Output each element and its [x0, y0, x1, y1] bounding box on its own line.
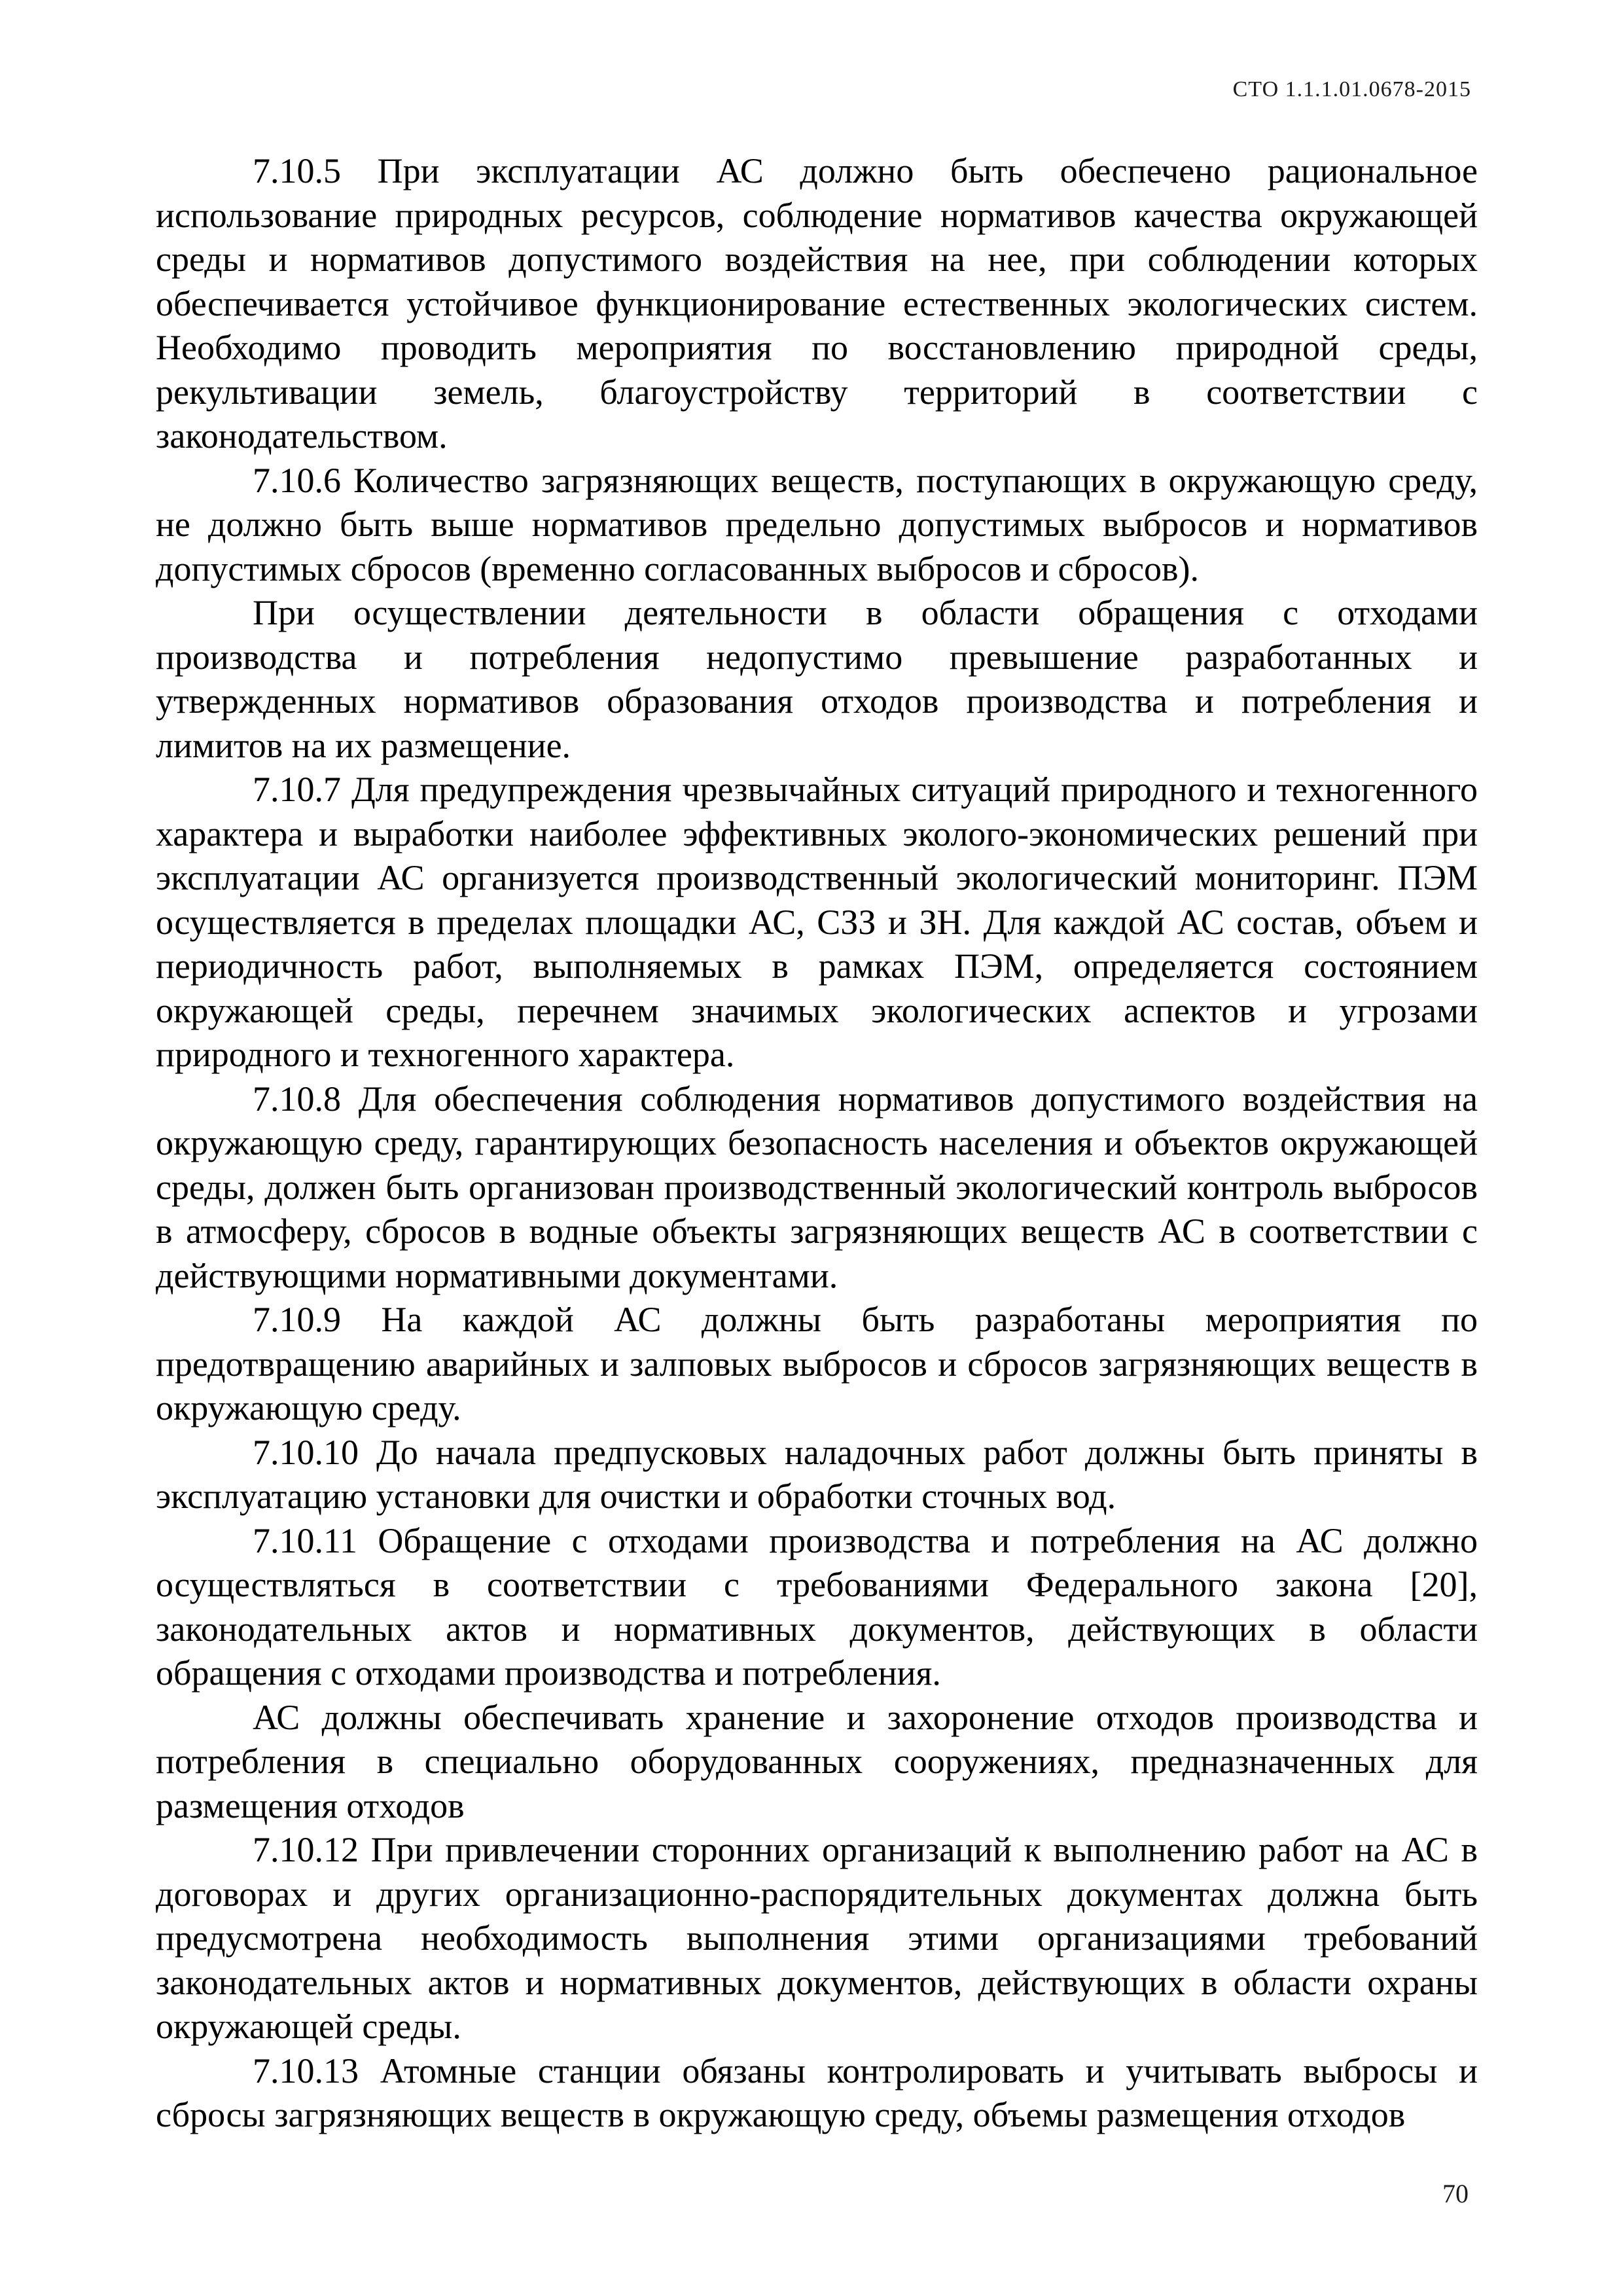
paragraph-waste-limits: При осуществлении деятельности в области обращения с отходами производства и потребления недопустимо превышение разработанных и утвержденных нормативов образования отходов производства и потребления и лимитов на их размещение.: [156, 593, 1478, 765]
paragraph-7-10-9: 7.10.9 На каждой АС должны быть разработаны мероприятия по предотвращению аварийных и залповых выбросов и сбросов загрязняющих веществ в окружающую среду.: [156, 1300, 1478, 1427]
body-text: [156, 149, 1478, 2138]
document-code: СТО 1.1.1.01.0678-2015: [1232, 77, 1471, 101]
paragraph-waste-storage: АС должны обеспечивать хранение и захоронение отходов производства и потребления в специально оборудованных сооружениях, предназначенных для размещения отходов: [156, 1697, 1478, 1825]
paragraph-7-10-5: 7.10.5 При эксплуатации АС должно быть обеспечено рациональное использование природных ресурсов, соблюдение нормативов качества окружающей среды и нормативов допустимого воздействия на нее, при соблюдении которых обеспечивается устойчивое функционирование естественных экологических систем. Необходимо проводить мероприятия по восстановлению природной среды, рекультивации земель, благоустройству территорий в соответствии с законодательством.: [156, 151, 1478, 456]
paragraph-7-10-6: 7.10.6 Количество загрязняющих веществ, поступающих в окружающую среду, не должно быть выше нормативов предельно допустимых выбросов и нормативов допустимых сбросов (временно согласованных выбросов и сбросов).: [156, 460, 1478, 588]
paragraph-7-10-12: 7.10.12 При привлечении сторонних организаций к выполнению работ на АС в договорах и других организационно-распорядительных документах должна быть предусмотрена необходимость выполнения этими организациями требований законодательных актов и нормативных документов, действующих в области охраны окружающей среды.: [156, 1830, 1478, 2046]
paragraph-7-10-8: 7.10.8 Для обеспечения соблюдения нормативов допустимого воздействия на окружающую среду, гарантирующих безопасность населения и объектов окружающей среды, должен быть организован производственный экологический контроль выбросов в атмосферу, сбросов в водные объекты загрязняющих веществ АС в соответствии с действующими нормативными документами.: [156, 1079, 1478, 1295]
paragraph-7-10-7: 7.10.7 Для предупреждения чрезвычайных ситуаций природного и техногенного характера и выработки наиболее эффективных эколого-экономических решений при эксплуатации АС организуется производственный экологический мониторинг. ПЭМ осуществляется в пределах площадки АС, СЗЗ и ЗН. Для каждой АС состав, объем и периодичность работ, выполняемых в рамках ПЭМ, определяется состоянием окружающей среды, перечнем значимых экологических аспектов и угрозами природного и техногенного характера.: [156, 770, 1478, 1074]
paragraph-7-10-10: 7.10.10 До начала предпусковых наладочных работ должны быть приняты в эксплуатацию установки для очистки и обработки сточных вод.: [156, 1432, 1478, 1516]
paragraph-7-10-13: 7.10.13 Атомные станции обязаны контролировать и учитывать выбросы и сбросы загрязняющих веществ в окружающую среду, объемы размещения отходов: [156, 2051, 1478, 2134]
page-number: 70: [1442, 2179, 1469, 2208]
paragraph-7-10-11: 7.10.11 Обращение с отходами производства и потребления на АС должно осуществляться в соответствии с требованиями Федерального закона [20], законодательных актов и нормативных документов, действующих в области обращения с отходами производства и потребления.: [156, 1520, 1478, 1693]
